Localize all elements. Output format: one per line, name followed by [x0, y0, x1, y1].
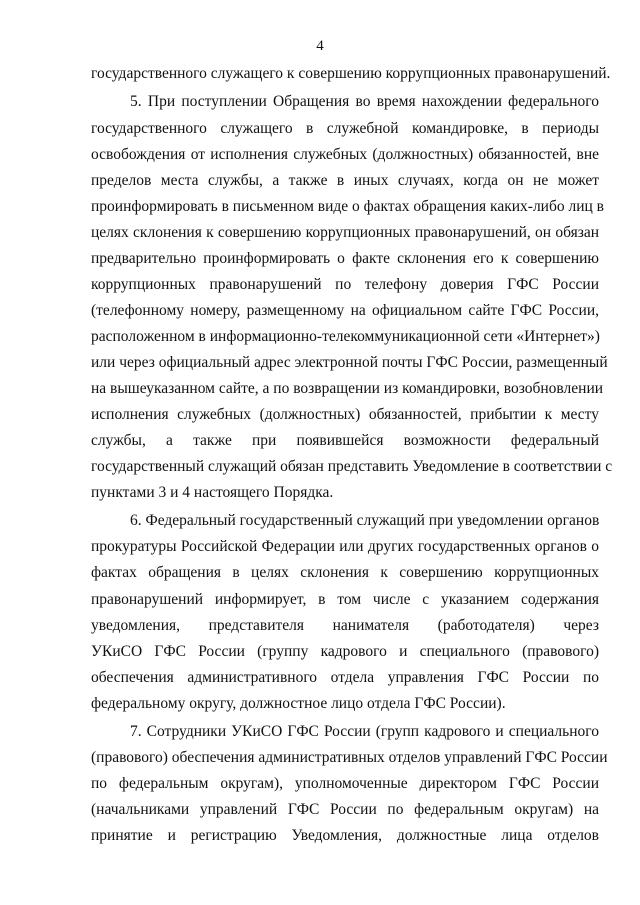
text-line: федеральному округу, должностное лицо отдела ГФС России). — [91, 695, 506, 712]
text-line: пределов места службы, а также в иных случаях, когда он не может — [91, 172, 599, 189]
text-line: или через официальный адрес электронной почты ГФС России, размещенный — [91, 354, 608, 371]
text-line: коррупционных правонарушений по телефону доверия ГФС России — [91, 276, 599, 293]
text-line: прокуратуры Российской Федерации или других государственных органов о — [91, 538, 599, 555]
text-line: расположенном в информационно-телекоммуникационной сети «Интернет») — [91, 328, 600, 345]
text-line: исполнения служебных (должностных) обязанностей, прибытии к месту — [91, 406, 599, 423]
text-line: (правового) обеспечения административных отделов управлений ГФС России — [91, 749, 608, 766]
text-line: проинформировать в письменном виде о фактах обращения каких-либо лиц в — [91, 198, 604, 215]
text-line: УКиСО ГФС России (группу кадрового и специального (правового) — [91, 643, 599, 660]
text-line: (начальниками управлений ГФС России по федеральным округам) на — [91, 801, 599, 818]
text-line: государственного служащего к совершению коррупционных правонарушений. — [91, 65, 611, 82]
text-line: государственный служащий обязан представить Уведомление в соответствии с — [91, 458, 613, 475]
text-line: по федеральным округам), уполномоченные директором ГФС России — [91, 775, 599, 792]
text-line: (телефонному номеру, размещенному на официальном сайте ГФС России, — [91, 302, 599, 319]
text-line: 6. Федеральный государственный служащий при уведомлении органов — [130, 512, 600, 529]
text-line: пунктами 3 и 4 настоящего Порядка. — [91, 484, 334, 501]
text-line: обеспечения административного отдела управления ГФС России по — [91, 669, 599, 686]
text-line: фактах обращения в целях склонения к совершению коррупционных — [91, 564, 599, 581]
text-line: государственного служащего в служебной командировке, в периоды — [91, 120, 599, 137]
page-number: 4 — [316, 38, 324, 54]
text-line: освобождения от исполнения служебных (должностных) обязанностей, вне — [91, 146, 599, 163]
text-line: службы, а также при появившейся возможности федеральный — [91, 432, 599, 449]
text-line: 7. Сотрудники УКиСО ГФС России (групп кадрового и специального — [130, 723, 599, 740]
text-line: на вышеуказанном сайте, а по возвращении из командировки, возобновлении — [91, 380, 604, 397]
text-line: целях склонения к совершению коррупционных правонарушений, он обязан — [91, 224, 599, 241]
text-line: 5. При поступлении Обращения во время нахождении федерального — [130, 93, 599, 110]
text-line: уведомления, представителя нанимателя (работодателя) через — [91, 617, 599, 634]
text-line: предварительно проинформировать о факте склонения его к совершению — [91, 250, 599, 267]
text-line: правонарушений информирует, в том числе с указанием содержания — [91, 591, 599, 608]
text-line: принятие и регистрацию Уведомления, должностные лица отделов — [91, 827, 599, 844]
